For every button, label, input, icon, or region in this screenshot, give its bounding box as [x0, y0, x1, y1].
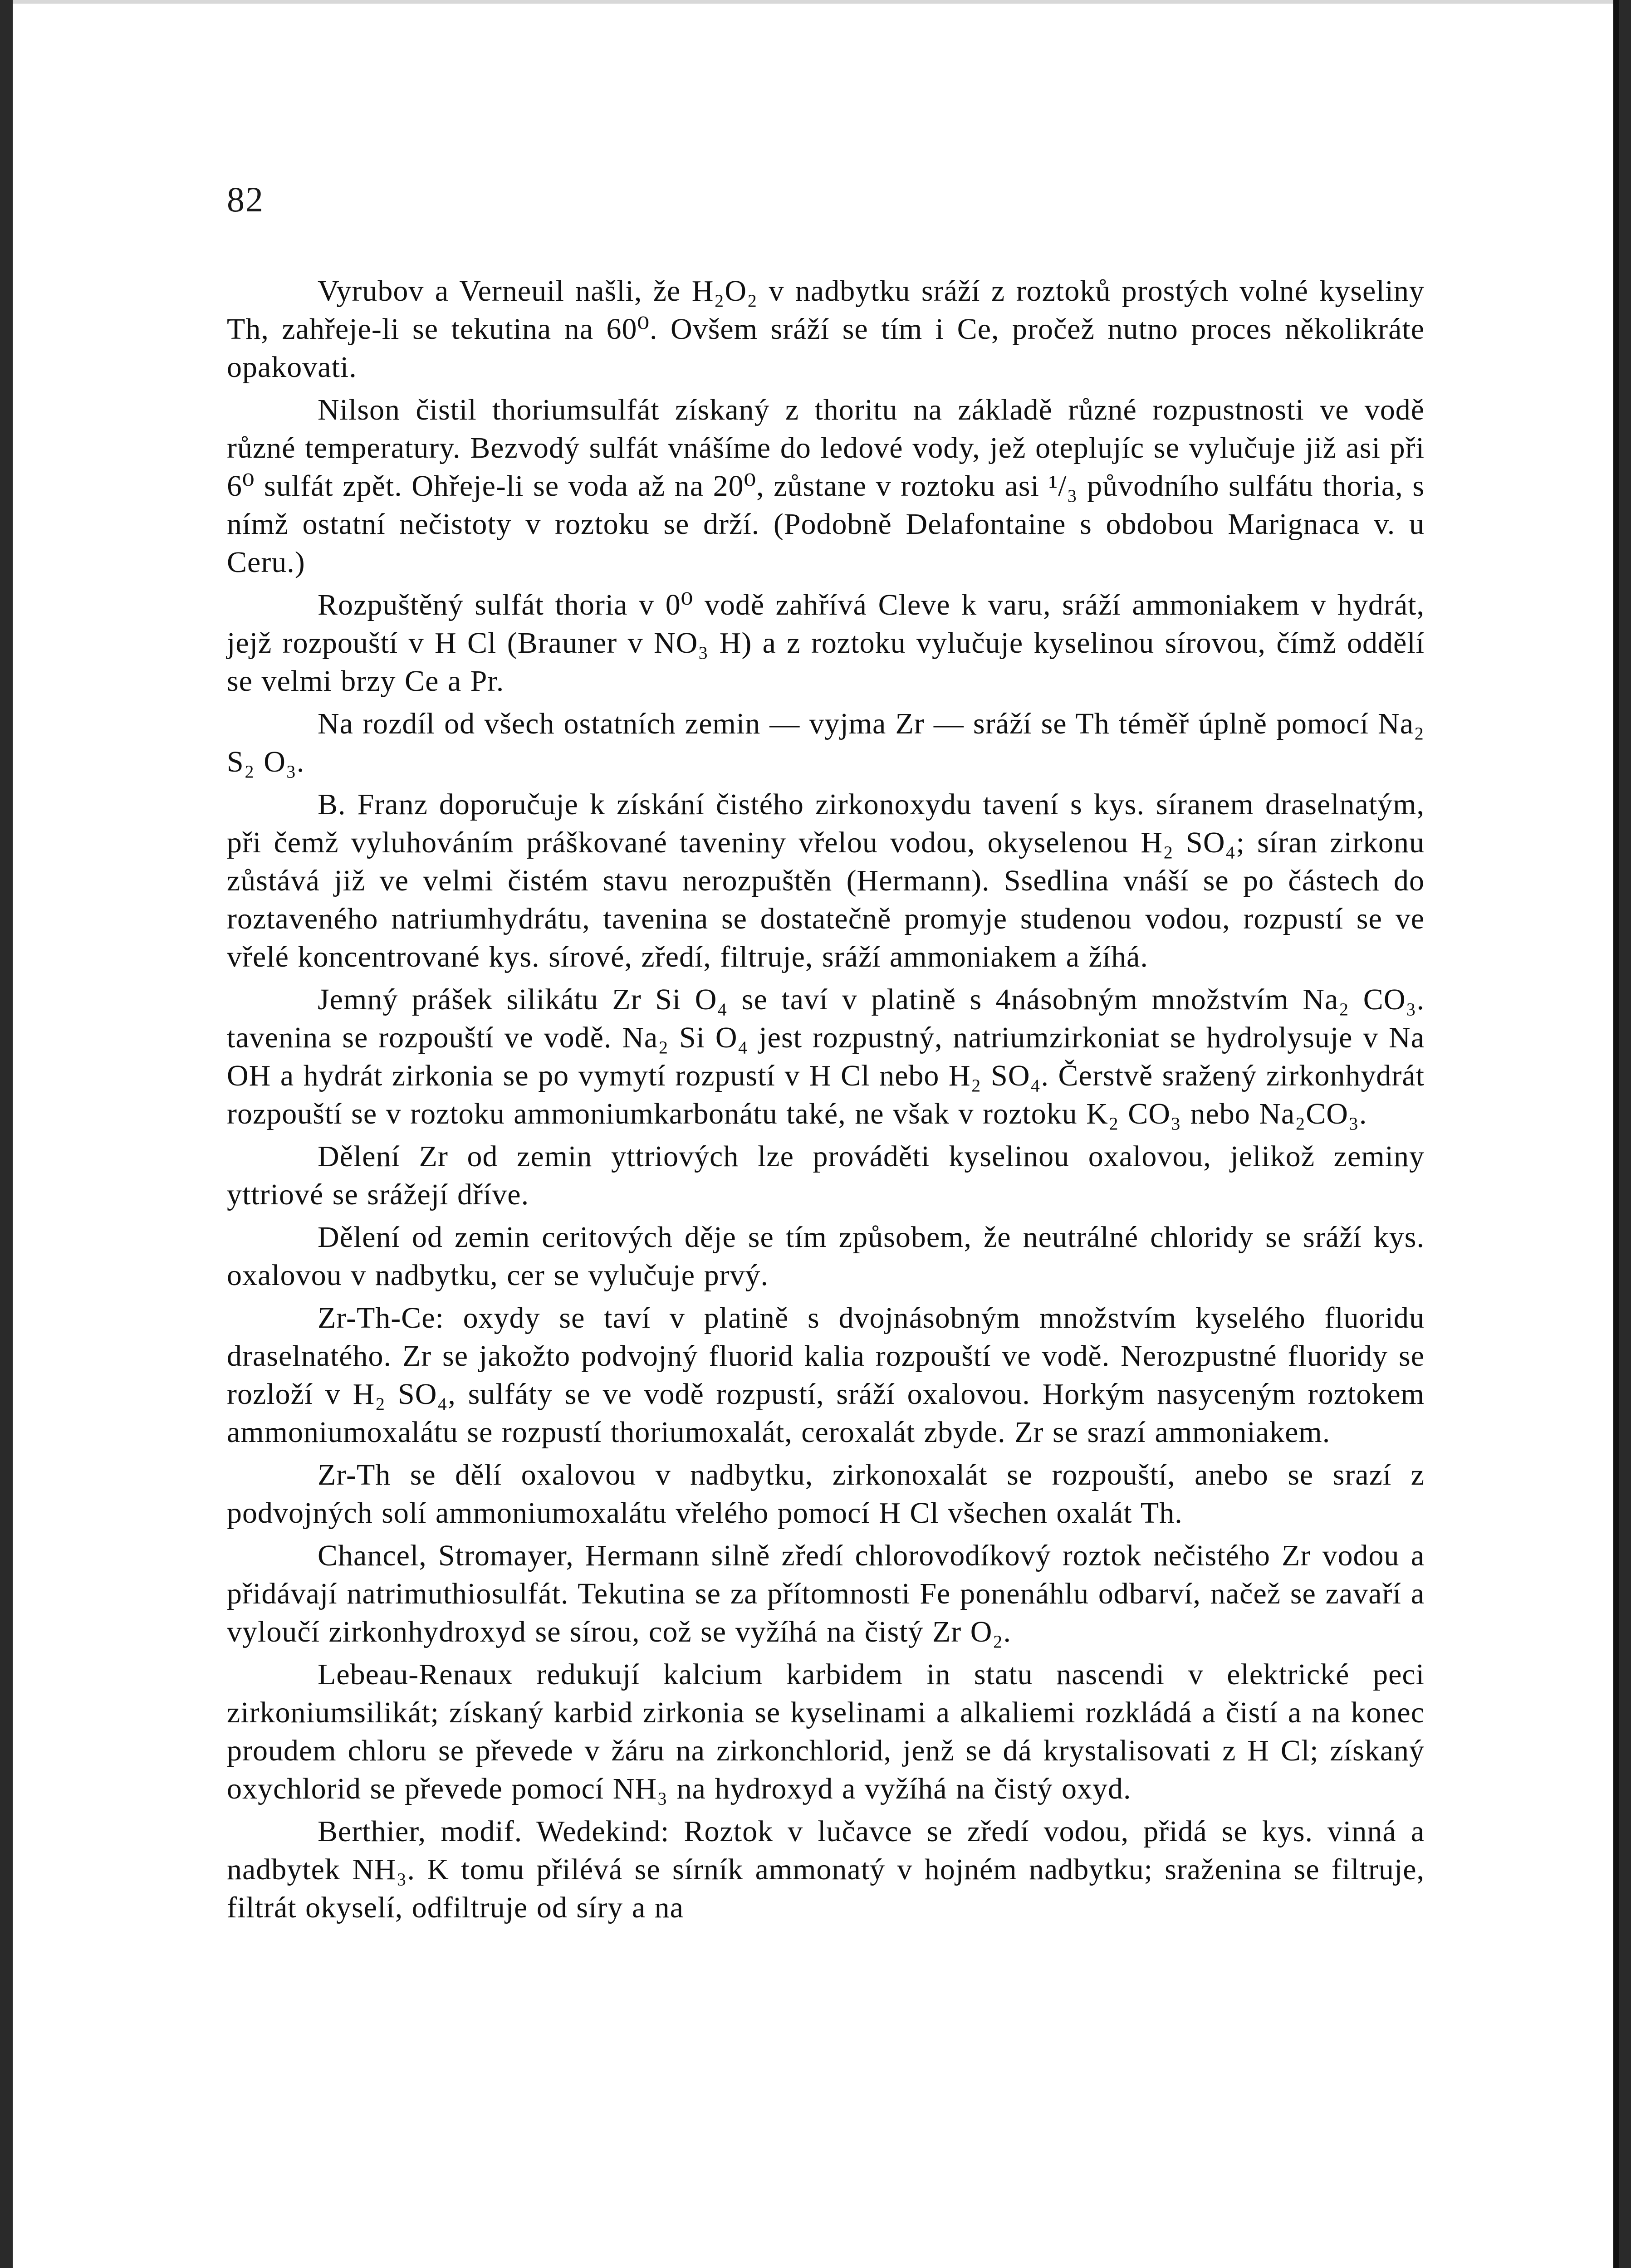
paragraph: Nilson čistil thoriumsulfát získaný z thoritu na základě různé rozpustnosti ve vodě různé temperatury. Bezvodý sulfát vnášíme do ledové vody, jež oteplujíc se vylučuje již asi při 6⁰ sulfát zpět. Ohřeje-li se voda až na 20⁰, zůstane v roztoku asi ¹/₃ původního sulfátu thoria, s nímž ostatní nečistoty v roztoku se drží. (Podobně Delafontaine s obdobou Marignaca v. u Ceru.) — [227, 393, 1425, 579]
paragraph: Lebeau-Renaux redukují kalcium karbidem in statu nascendi v elektrické peci zirkoniumsilikát; získaný karbid zirkonia se kyselinami a alkaliemi rozkládá a čistí a na konec proudem chloru se převede v žáru na zirkonchlorid, jenž se dá krystalisovati z H Cl; získaný oxychlorid se převede pomocí NH₃ na hydroxyd a vyžíhá na čistý oxyd. — [227, 1658, 1425, 1805]
paragraph: Zr-Th se dělí oxalovou v nadbytku, zirkonoxalát se rozpouští, anebo se srazí z podvojných solí ammoniumoxalátu vřelého pomocí H Cl všechen oxalát Th. — [227, 1458, 1425, 1530]
paragraph: Vyrubov a Verneuil našli, že H₂O₂ v nadbytku sráží z roztoků prostých volné kyseliny Th, zahřeje-li se tekutina na 60⁰. Ovšem sráží se tím i Ce, pročež nutno proces několikráte opakovati. — [227, 274, 1425, 384]
paragraph: Dělení od zemin ceritových děje se tím způsobem, že neutrálné chloridy se sráží kys. oxalovou v nadbytku, cer se vylučuje prvý. — [227, 1221, 1425, 1292]
paragraph: Rozpuštěný sulfát thoria v 0⁰ vodě zahřívá Cleve k varu, sráží ammoniakem v hydrát, jejž rozpouští v H Cl (Brauner v NO₃ H) a z roztoku vylučuje kyselinou sírovou, čímž oddělí se velmi brzy Ce a Pr. — [227, 588, 1425, 698]
paragraph: Na rozdíl od všech ostatních zemin — vyjma Zr — sráží se Th téměř úplně pomocí Na₂ S₂ O₃. — [227, 707, 1425, 778]
paragraph: Chancel, Stromayer, Hermann silně zředí chlorovodíkový roztok nečistého Zr vodou a přidávají natrimuthiosulfát. Tekutina se za přítomnosti Fe ponenáhlu odbarví, načež se zavaří a vyloučí zirkonhydroxyd se sírou, což se vyžíhá na čistý Zr O₂. — [227, 1539, 1425, 1648]
document-page — [13, 0, 1619, 2268]
body-text — [227, 272, 1425, 1931]
paragraph: Dělení Zr od zemin yttriových lze prováděti kyselinou oxalovou, jelikož zeminy yttriové se srážejí dříve. — [227, 1140, 1425, 1211]
page-top-edge — [13, 0, 1619, 4]
paragraph: Jemný prášek silikátu Zr Si O₄ se taví v platině s 4násobným množstvím Na₂ CO₃. tavenina se rozpouští ve vodě. Na₂ Si O₄ jest rozpustný, natriumzirkoniat se hydrolysuje v Na OH a hydrát zirkonia se po vymytí rozpustí v H Cl nebo H₂ SO₄. Čerstvě sražený zirkonhydrát rozpouští se v roztoku ammoniumkarbonátu také, ne však v roztoku K₂ CO₃ nebo Na₂CO₃. — [227, 983, 1425, 1130]
page-number: 82 — [227, 180, 264, 219]
paragraph: Zr-Th-Ce: oxydy se taví v platině s dvojnásobným množstvím kyselého fluoridu draselnatého. Zr se jakožto podvojný fluorid kalia rozpouští ve vodě. Nerozpustné fluoridy se rozloží v H₂ SO₄, sulfáty se ve vodě rozpustí, sráží oxalovou. Horkým nasyceným roztokem ammoniumoxalátu se rozpustí thoriumoxalát, ceroxalát zbyde. Zr se srazí ammoniakem. — [227, 1301, 1425, 1449]
paragraph: Berthier, modif. Wedekind: Roztok v lučavce se zředí vodou, přidá se kys. vinná a nadbytek NH₃. K tomu přilévá se sírník ammonatý v hojném nadbytku; sraženina se filtruje, filtrát okyselí, odfiltruje od síry a na — [227, 1815, 1425, 1924]
page-right-edge — [1613, 0, 1619, 2268]
paragraph: B. Franz doporučuje k získání čistého zirkonoxydu tavení s kys. síranem draselnatým, při čemž vyluhováním práškované taveniny vřelou vodou, okyselenou H₂ SO₄; síran zirkonu zůstává již ve velmi čistém stavu nerozpuštěn (Hermann). Ssedlina vnáší se po částech do roztaveného natriumhydrátu, tavenina se dostatečně promyje studenou vodou, rozpustí se ve vřelé koncentrované kys. sírové, zředí, filtruje, sráží ammoniakem a žíhá. — [227, 788, 1425, 973]
